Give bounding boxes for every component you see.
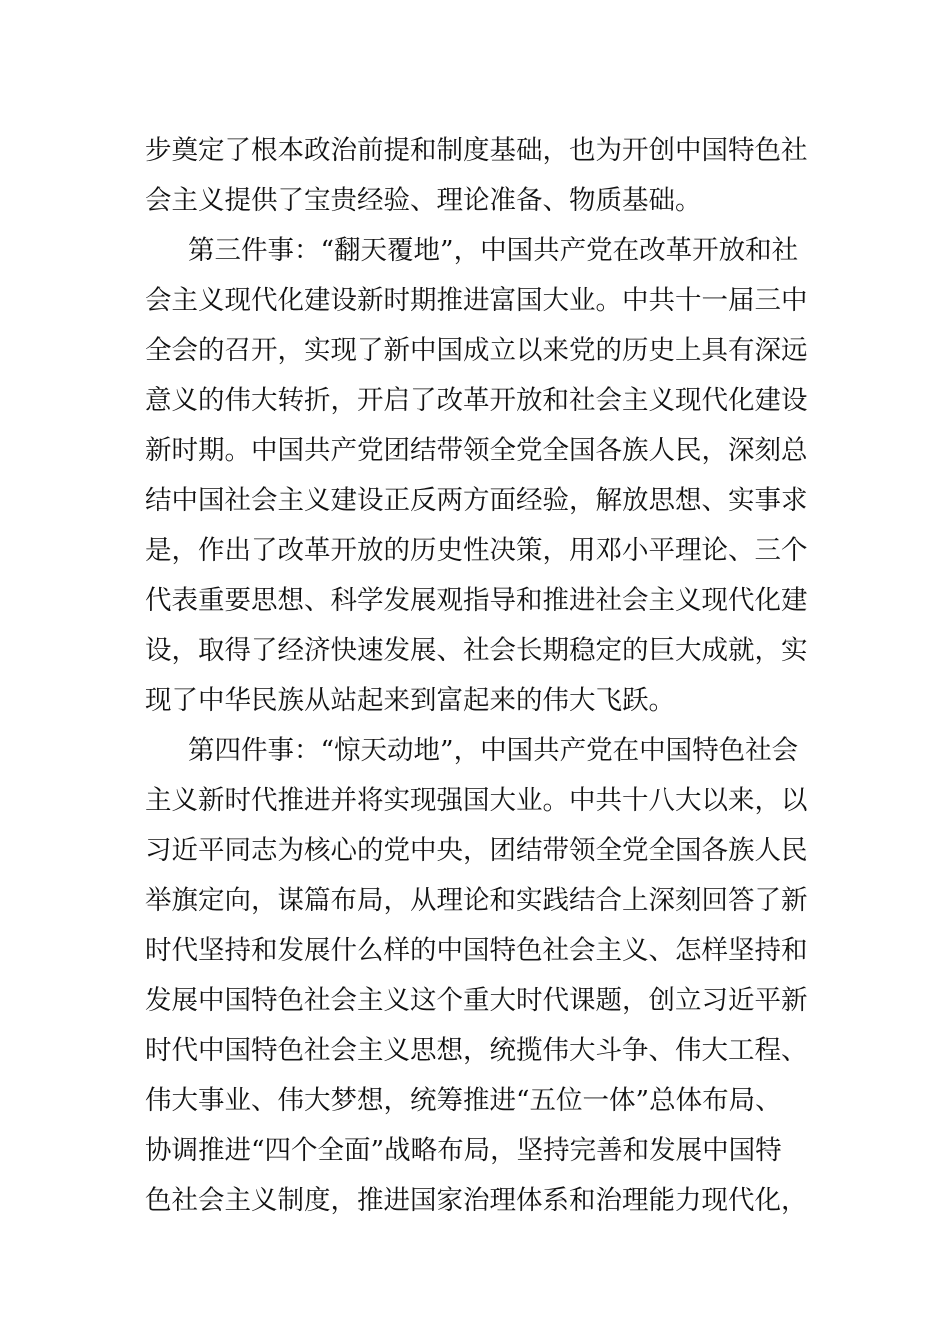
text-line: 习近平同志为核心的党中央，团结带领全党全国各族人民 bbox=[145, 835, 808, 866]
paragraph-continuation bbox=[145, 126, 845, 226]
paragraph-third-event bbox=[145, 226, 845, 726]
text-line: 会主义现代化建设新时期推进富国大业。中共十一届三中 bbox=[145, 285, 808, 316]
text-line: 结中国社会主义建设正反两方面经验，解放思想、实事求 bbox=[145, 485, 808, 516]
text-line: 是，作出了改革开放的历史性决策，用邓小平理论、三个 bbox=[145, 535, 808, 566]
text-line: 发展中国特色社会主义这个重大时代课题，创立习近平新 bbox=[145, 985, 808, 1016]
text-line: 伟大事业、伟大梦想，统筹推进“五位一体”总体布局、 bbox=[145, 1085, 782, 1116]
text-line: 设，取得了经济快速发展、社会长期稳定的巨大成就，实 bbox=[145, 635, 808, 666]
text-line: 举旗定向，谋篇布局，从理论和实践结合上深刻回答了新 bbox=[145, 885, 808, 916]
body-text bbox=[145, 126, 845, 1226]
text-line: 协调推进“四个全面”战略布局，坚持完善和发展中国特 bbox=[145, 1135, 782, 1166]
text-line: 时代坚持和发展什么样的中国特色社会主义、怎样坚持和 bbox=[145, 935, 808, 966]
text-line: 第三件事：“翻天覆地”，中国共产党在改革开放和社 bbox=[188, 235, 799, 266]
text-line: 时代中国特色社会主义思想，统揽伟大斗争、伟大工程、 bbox=[145, 1035, 808, 1066]
text-line: 主义新时代推进并将实现强国大业。中共十八大以来，以 bbox=[145, 785, 808, 816]
text-line: 步奠定了根本政治前提和制度基础，也为开创中国特色社 bbox=[145, 135, 808, 166]
text-line: 代表重要思想、科学发展观指导和推进社会主义现代化建 bbox=[145, 585, 808, 616]
paragraph-fourth-event bbox=[145, 726, 845, 1226]
text-line: 会主义提供了宝贵经验、理论准备、物质基础。 bbox=[145, 185, 702, 216]
text-line: 新时期。中国共产党团结带领全党全国各族人民，深刻总 bbox=[145, 435, 808, 466]
text-line: 现了中华民族从站起来到富起来的伟大飞跃。 bbox=[145, 685, 675, 716]
text-line: 全会的召开，实现了新中国成立以来党的历史上具有深远 bbox=[145, 335, 808, 366]
text-line: 第四件事：“惊天动地”，中国共产党在中国特色社会 bbox=[188, 735, 799, 766]
text-line: 色社会主义制度，推进国家治理体系和治理能力现代化， bbox=[145, 1185, 808, 1216]
text-line: 意义的伟大转折，开启了改革开放和社会主义现代化建设 bbox=[145, 385, 808, 416]
